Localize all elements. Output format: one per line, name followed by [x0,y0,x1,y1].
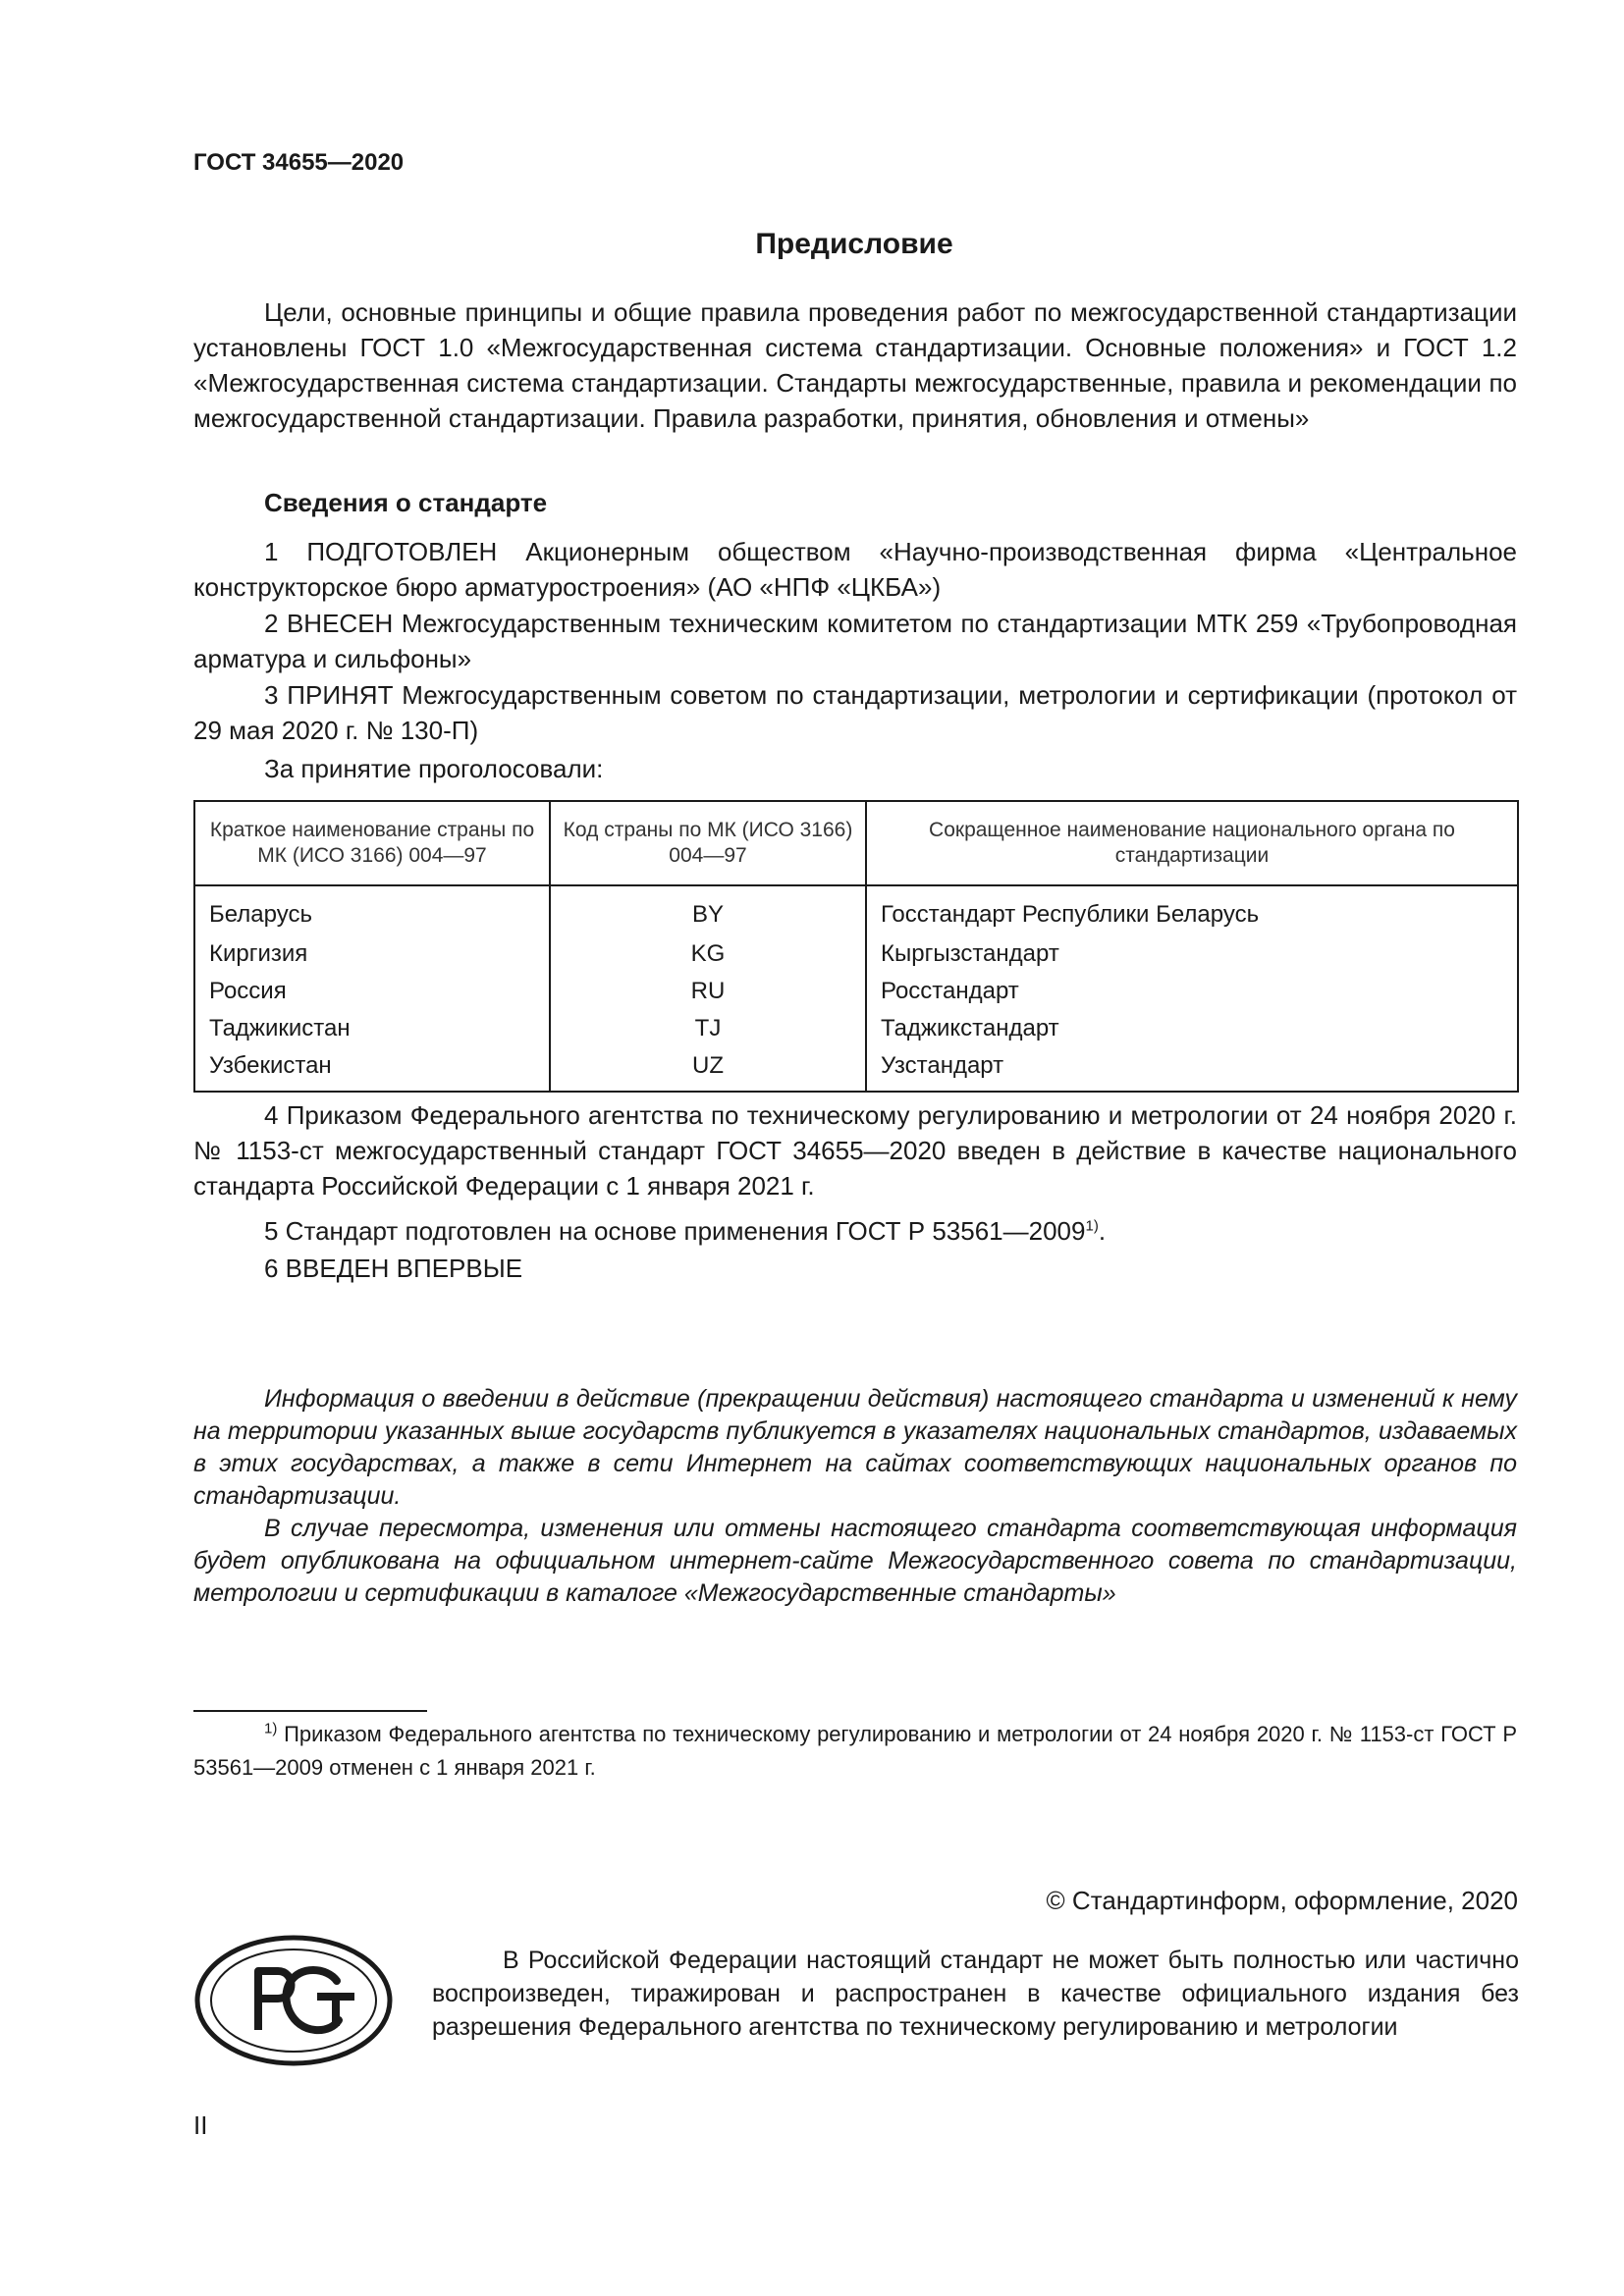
standards-body: Таджикстандарт [866,1010,1518,1047]
document-code: ГОСТ 34655—2020 [193,149,405,176]
country-name: Узбекистан [194,1047,550,1092]
copyright-notice: © Стандартинформ, оформление, 2020 [1046,1886,1518,1915]
table-row [194,1047,1518,1092]
country-name: Киргизия [194,935,550,973]
standards-body: Кыргызстандарт [866,935,1518,973]
country-name: Таджикистан [194,1010,550,1047]
item-basis [264,1213,1106,1249]
country-code: BY [550,885,866,935]
item-first-introduced: 6 ВВЕДЕН ВПЕРВЫЕ [264,1254,523,1283]
info-block-paragraph-1: Информация о введении в действие (прекращении действия) настоящего стандарта и изменений к нему на территории указанных выше государств публикуется в указателях национальных стандартов, издаваемых в этих государствах, а также в сети Интернет на сайтах соответствующих национальных органов по стандартизации. [193,1385,1517,1510]
standards-body: Узстандарт [866,1047,1518,1092]
footnote-ref: 1) [1085,1217,1099,1235]
page-number: II [193,2110,208,2140]
rights-notice: В Российской Федерации настоящий стандарт не может быть полностью или частично воспроизведен, тиражирован и распространен в качестве официального издания без разрешения Федерального агентства по техническому регулированию и метрологии [432,1947,1519,2041]
intro-paragraph: Цели, основные принципы и общие правила проведения работ по межгосударственной стандартизации установлены ГОСТ 1.0 «Межгосударственная система стандартизации. Основные положения» и ГОСТ 1.2 «Межгосударственная система стандартизации. Стандарты межгосударственные, правила и рекомендации по межгосударственной стандартизации. Правила разработки, принятия, обновления и отмены» [193,297,1517,433]
table-header-row [194,801,1518,885]
rst-logo-icon [193,1932,394,2069]
footnote-divider [193,1710,427,1712]
table-row [194,973,1518,1010]
item-adopted: 3 ПРИНЯТ Межгосударственным советом по стандартизации, метрологии и сертификации (протокол от 29 мая 2020 г. № 130-П) [193,680,1517,745]
item-basis-text: 5 Стандарт подготовлен на основе применения ГОСТ Р 53561—2009 [264,1216,1086,1246]
countries-table [193,800,1519,1093]
country-code: TJ [550,1010,866,1047]
item-prepared: 1 ПОДГОТОВЛЕН Акционерным обществом «Научно-производственная фирма «Центральное конструкторское бюро арматуростроения» (АО «НПФ «ЦКБА») [193,537,1517,602]
country-code: UZ [550,1047,866,1092]
footnote-text: Приказом Федерального агентства по техническому регулированию и метрологии от 24 ноября 2020 г. № 1153-ст ГОСТ Р 53561—2009 отменен с 1 января 2021 г. [193,1722,1517,1780]
info-heading: Сведения о стандарте [264,488,548,517]
info-block-paragraph-2: В случае пересмотра, изменения или отмены настоящего стандарта соответствующая информация будет опубликована на официальном интернет-сайте Межгосударственного совета по стандартизации, метрологии и сертификации в каталоге «Межгосударственные стандарты» [193,1515,1517,1607]
footnote [193,1718,1517,1785]
col-country-code-header: Код страны по МК (ИСО 3166) 004—97 [550,801,866,885]
item-basis-end: . [1098,1216,1107,1246]
voted-label: За принятие проголосовали: [264,754,604,783]
page-title: Предисловие [755,228,953,260]
standards-body: Госстандарт Республики Беларусь [866,885,1518,935]
table-row [194,935,1518,973]
table-row [194,1010,1518,1047]
country-name: Беларусь [194,885,550,935]
country-code: RU [550,973,866,1010]
item-submitted: 2 ВНЕСЕН Межгосударственным техническим комитетом по стандартизации МТК 259 «Трубопроводная арматура и сильфоны» [193,609,1517,673]
item-enacted: 4 Приказом Федерального агентства по техническому регулированию и метрологии от 24 ноября 2020 г. № 1153-ст межгосударственный стандарт ГОСТ 34655—2020 введен в действие в качестве национального стандарта Российской Федерации с 1 января 2021 г. [193,1100,1517,1201]
footnote-mark: 1) [264,1720,278,1737]
country-name: Россия [194,973,550,1010]
col-standards-body-header: Сокращенное наименование национального органа по стандартизации [866,801,1518,885]
standards-body: Росстандарт [866,973,1518,1010]
country-code: KG [550,935,866,973]
table-row [194,885,1518,935]
col-country-name-header: Краткое наименование страны по МК (ИСО 3166) 004—97 [194,801,550,885]
